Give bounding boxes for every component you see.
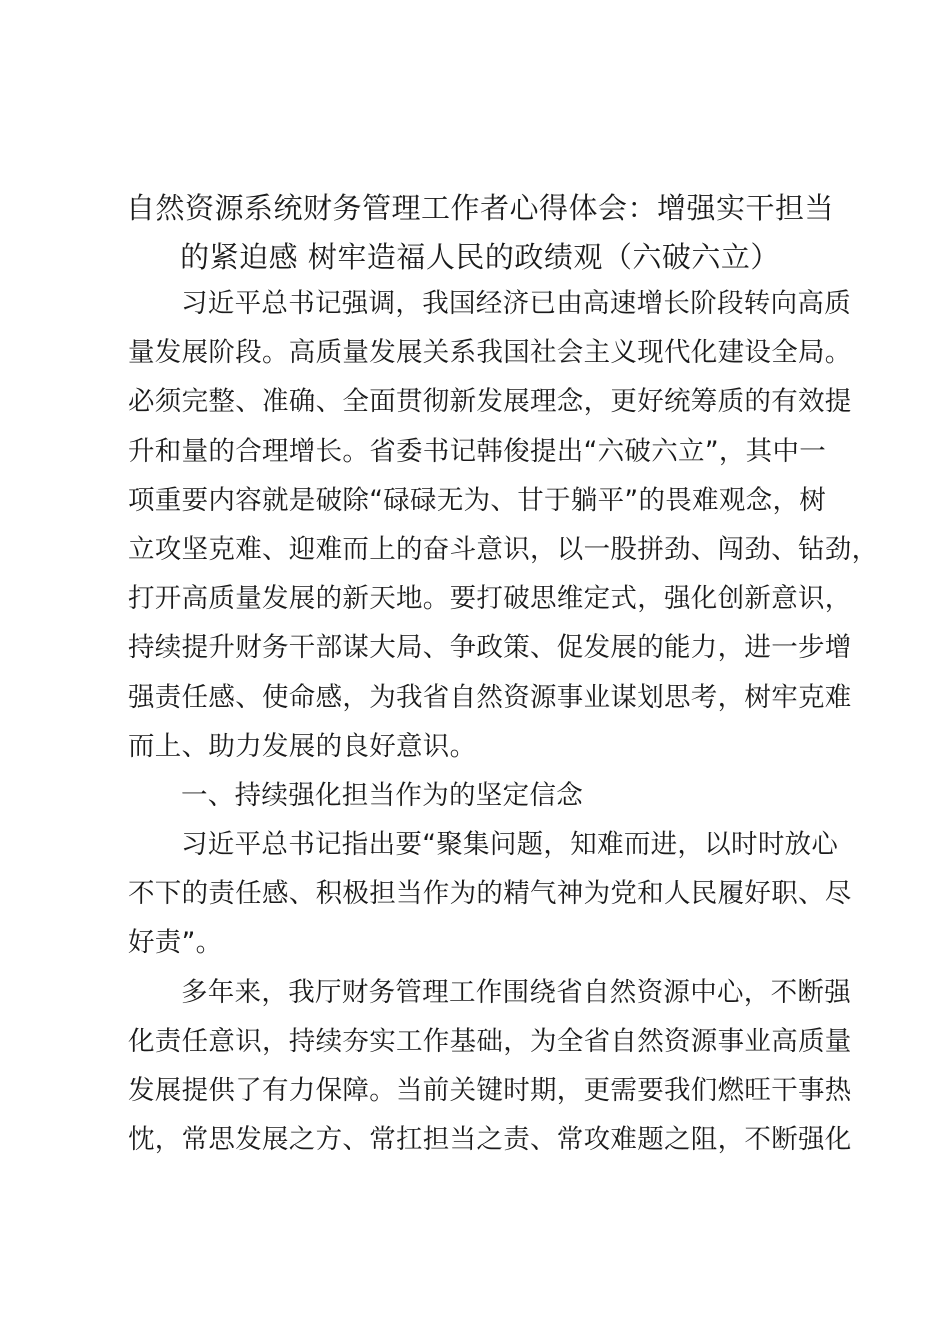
paragraph-1-line: 必须完整、准确、全面贯彻新发展理念，更好统筹质的有效提 — [128, 386, 852, 418]
paragraph-1-line: 而上、助力发展的良好意识。 — [128, 730, 477, 762]
document-title-line-2: 的紧迫感 树牢造福人民的政绩观（六破六立） — [180, 240, 780, 274]
paragraph-1-line: 量发展阶段。高质量发展关系我国社会主义现代化建设全局。 — [128, 337, 852, 369]
paragraph-1-line: 强责任感、使命感，为我省自然资源事业谋划思考，树牢克难 — [128, 681, 852, 713]
paragraph-1-line: 项重要内容就是破除“碌碌无为、甘于躺平”的畏难观念，树 — [128, 484, 827, 516]
paragraph-3-line: 忱，常思发展之方、常扛担当之责、常攻难题之阻，不断强化 — [128, 1124, 852, 1156]
paragraph-2-line: 不下的责任感、积极担当作为的精气神为党和人民履好职、尽 — [128, 878, 852, 910]
paragraph-2-line: 好责”。 — [128, 927, 223, 959]
paragraph-2-line: 习近平总书记指出要“聚集问题，知难而进，以时时放心 — [181, 829, 839, 861]
paragraph-1-line: 升和量的合理增长。省委书记韩俊提出“六破六立”，其中一 — [128, 435, 827, 467]
paragraph-3-line: 发展提供了有力保障。当前关键时期，更需要我们燃旺干事热 — [128, 1075, 852, 1106]
paragraph-1-line: 立攻坚克难、迎难而上的奋斗意识，以一股拼劲、闯劲、钻劲， — [128, 533, 879, 565]
paragraph-3-line: 化责任意识，持续夯实工作基础，为全省自然资源事业高质量 — [128, 1025, 852, 1057]
section-heading-1: 一、持续强化担当作为的坚定信念 — [181, 779, 583, 811]
document-title-line-1: 自然资源系统财务管理工作者心得体会：增强实干担当 — [125, 191, 834, 225]
paragraph-1-line: 打开高质量发展的新天地。要打破思维定式，强化创新意识， — [128, 583, 852, 615]
paragraph-1-line: 持续提升财务干部谋大局、争政策、促发展的能力，进一步增 — [128, 632, 852, 664]
document-body — [128, 279, 879, 1164]
paragraph-3-line: 多年来，我厅财务管理工作围绕省自然资源中心，不断强 — [181, 976, 851, 1008]
paragraph-1-line: 习近平总书记强调，我国经济已由高速增长阶段转向高质 — [181, 288, 851, 319]
